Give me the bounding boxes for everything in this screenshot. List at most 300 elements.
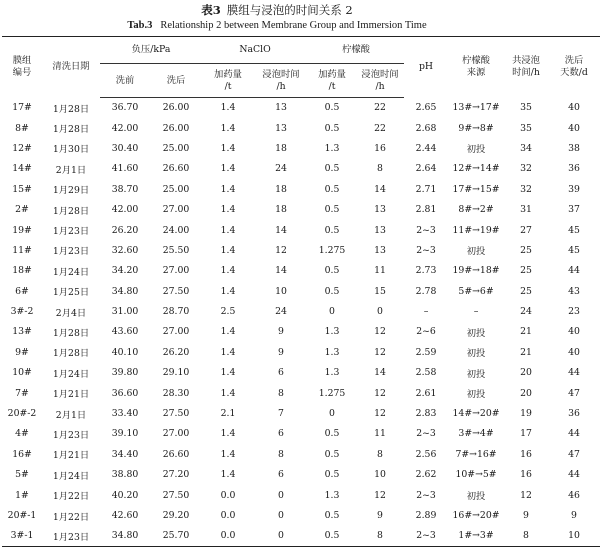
table-cell: 19#→18# bbox=[452, 265, 500, 277]
table-cell: 8 bbox=[278, 448, 284, 460]
table-cell: 9#→8# bbox=[458, 122, 494, 134]
table-cell: 25.00 bbox=[162, 142, 190, 154]
table-cell: 20 bbox=[520, 387, 532, 399]
table-cell: 34.80 bbox=[111, 285, 139, 297]
table-cell: 2.71 bbox=[415, 183, 437, 195]
table-row bbox=[2, 159, 600, 179]
table-cell: 0.5 bbox=[324, 163, 340, 175]
table-cell: 0.5 bbox=[324, 122, 340, 134]
table-cell: 6 bbox=[278, 428, 284, 440]
table-cell: 初投 bbox=[466, 327, 486, 339]
table-cell: 40.10 bbox=[111, 346, 139, 358]
table-cell: 22 bbox=[374, 122, 386, 134]
table-cell: 2.59 bbox=[415, 346, 437, 358]
table-cell: 14 bbox=[275, 265, 287, 277]
table-cell: 2.1 bbox=[220, 408, 236, 420]
table-cell: 12 bbox=[374, 408, 386, 420]
table-cell: 2~3 bbox=[416, 489, 436, 501]
table-cell: 34 bbox=[520, 142, 532, 154]
table-cell: 0 bbox=[377, 306, 383, 318]
table-cell: 0.5 bbox=[324, 265, 340, 277]
table-cell: 1.3 bbox=[324, 326, 340, 338]
table-cell: 3#→4# bbox=[458, 428, 494, 440]
table-row bbox=[2, 281, 600, 301]
table-cell: 42.00 bbox=[111, 122, 139, 134]
table-cell: 1.4 bbox=[220, 224, 236, 236]
table-cell: 40 bbox=[568, 346, 580, 358]
table-cell: 8#→2# bbox=[458, 204, 494, 216]
table-cell: 0.0 bbox=[202, 526, 254, 546]
table-cell: 9# bbox=[15, 346, 29, 358]
table-cell: 1.4 bbox=[220, 142, 236, 154]
table-cell: 21 bbox=[520, 326, 532, 338]
table-cell: 12#→14# bbox=[452, 163, 500, 175]
table-cell: 27.50 bbox=[162, 285, 190, 297]
table-row bbox=[2, 199, 600, 219]
table-cell: 初投 bbox=[466, 389, 486, 401]
table-cell: 初投 bbox=[466, 246, 486, 258]
table-cell: 8 bbox=[356, 526, 404, 546]
table-cell: 1月28日 bbox=[52, 205, 90, 217]
table-title-cn-text: 膜组与浸泡的时间关系 2 bbox=[226, 3, 353, 17]
table-cell: 0.5 bbox=[324, 183, 340, 195]
header-days-after: 洗后 天数/d bbox=[560, 55, 588, 79]
table-cell: 26.20 bbox=[162, 346, 190, 358]
header-citric-time: 浸泡时间 /h bbox=[356, 64, 404, 98]
table-cell: 38 bbox=[568, 142, 580, 154]
table-cell: 10 bbox=[548, 526, 600, 546]
table-cell: 18# bbox=[12, 265, 32, 277]
table-row bbox=[2, 301, 600, 321]
table-cell: 13 bbox=[374, 224, 386, 236]
header-row-1 bbox=[2, 37, 600, 64]
table-cell: 1月23日 bbox=[42, 526, 100, 546]
header-naclo-dose: 加药量 /t bbox=[202, 64, 254, 98]
table-cell: 24 bbox=[275, 306, 287, 318]
table-cell: 32 bbox=[520, 163, 532, 175]
table-cell: 27.00 bbox=[162, 204, 190, 216]
table-cell: 2# bbox=[15, 204, 29, 216]
table-cell: 9 bbox=[278, 346, 284, 358]
table-cell: 19# bbox=[12, 224, 32, 236]
table-cell: 12 bbox=[374, 326, 386, 338]
table-cell: 16 bbox=[374, 142, 386, 154]
table-cell: 43 bbox=[568, 285, 580, 297]
table-cell: 2.81 bbox=[415, 204, 437, 216]
table-cell: 40 bbox=[568, 122, 580, 134]
table-body bbox=[2, 98, 600, 547]
table-cell: 45 bbox=[568, 244, 580, 256]
table-cell: 34.80 bbox=[100, 526, 150, 546]
table-cell: 25 bbox=[520, 244, 532, 256]
table-cell: 15 bbox=[374, 285, 386, 297]
table-cell: 2月1日 bbox=[55, 409, 87, 421]
table-row bbox=[2, 403, 600, 423]
table-cell: 2.62 bbox=[415, 469, 437, 481]
table-cell: 15# bbox=[12, 183, 32, 195]
table-cell: 1月24日 bbox=[52, 368, 90, 380]
table-cell: 11 bbox=[374, 265, 386, 277]
header-total-soak: 共浸泡 时间/h bbox=[512, 55, 540, 79]
table-cell: 18 bbox=[275, 183, 287, 195]
table-cell: 1月28日 bbox=[52, 124, 90, 136]
table-cell: 1.4 bbox=[220, 183, 236, 195]
table-cell: 13 bbox=[275, 102, 287, 114]
table-cell: 2.64 bbox=[415, 163, 437, 175]
table-cell: 9 bbox=[571, 510, 577, 521]
table-cell: – bbox=[423, 306, 429, 318]
table-cell: 44 bbox=[568, 265, 580, 277]
header-pressure-after: 洗后 bbox=[150, 64, 202, 98]
table-cell: 28.70 bbox=[162, 306, 190, 318]
table-cell: 0.5 bbox=[324, 428, 340, 440]
table-cell: 47 bbox=[568, 387, 580, 399]
table-cell: 35 bbox=[520, 102, 532, 114]
table-cell: 31 bbox=[520, 204, 532, 216]
table-cell: 14#→20# bbox=[452, 408, 500, 420]
table-cell: 0.0 bbox=[220, 489, 236, 501]
table-row bbox=[2, 240, 600, 260]
table-row bbox=[2, 424, 600, 444]
table-cell: 26.00 bbox=[162, 122, 190, 134]
table-cell: 39.10 bbox=[111, 428, 139, 440]
table-cell: 1月29日 bbox=[52, 185, 90, 197]
table-cell: 31.00 bbox=[111, 306, 139, 318]
table-cell: 47 bbox=[568, 448, 580, 460]
table-cell: 1月24日 bbox=[52, 470, 90, 482]
table-cell: 25 bbox=[520, 285, 532, 297]
table-cell: 41.60 bbox=[111, 163, 139, 175]
table-cell: 2.68 bbox=[415, 122, 437, 134]
table-cell: 1月28日 bbox=[52, 327, 90, 339]
table-cell: 36 bbox=[568, 163, 580, 175]
table-cell: 27.50 bbox=[162, 408, 190, 420]
table-row bbox=[2, 363, 600, 383]
table-cell: 24 bbox=[520, 306, 532, 318]
table-cell: 10#→5# bbox=[455, 469, 497, 481]
table-cell: 1.4 bbox=[220, 285, 236, 297]
table-cell: 1.3 bbox=[324, 142, 340, 154]
table-cell: 1.4 bbox=[220, 163, 236, 175]
table-cell: 37 bbox=[568, 204, 580, 216]
table-cell: 29.10 bbox=[162, 367, 190, 379]
table-row bbox=[2, 383, 600, 403]
header-ph: pH bbox=[418, 61, 434, 73]
table-cell: 5# bbox=[15, 469, 29, 481]
table-cell: 1.4 bbox=[220, 428, 236, 440]
table-cell: 0 bbox=[254, 526, 308, 546]
table-cell: 24.00 bbox=[162, 224, 190, 236]
table-cell: 初投 bbox=[466, 368, 486, 380]
table-cell: 0 bbox=[278, 510, 284, 521]
header-naclo-group: NaClO bbox=[202, 37, 308, 64]
table-cell: 9 bbox=[278, 326, 284, 338]
table-cell: 1.4 bbox=[220, 448, 236, 460]
table-cell: 1月25日 bbox=[52, 287, 90, 299]
table-cell: 12# bbox=[12, 142, 32, 154]
table-cell: 12 bbox=[374, 346, 386, 358]
table-cell: 25.50 bbox=[162, 244, 190, 256]
table-cell: 32 bbox=[520, 183, 532, 195]
table-cell: 42.00 bbox=[111, 204, 139, 216]
table-cell: 30.40 bbox=[111, 142, 139, 154]
table-cell: 0.5 bbox=[324, 510, 340, 521]
table-cell: 7# bbox=[15, 387, 29, 399]
table-cell: 1.3 bbox=[324, 367, 340, 379]
table-row bbox=[2, 505, 600, 525]
table-cell: 34.40 bbox=[111, 448, 139, 460]
table-cell: 6 bbox=[278, 469, 284, 481]
table-cell: 2~3 bbox=[416, 428, 436, 440]
table-cell: 36.70 bbox=[111, 102, 139, 114]
table-cell: 27.20 bbox=[162, 469, 190, 481]
table-cell: 44 bbox=[568, 428, 580, 440]
table-cell: 39 bbox=[568, 183, 580, 195]
table-cell: 0.0 bbox=[220, 510, 236, 521]
table-cell: 1.3 bbox=[324, 489, 340, 501]
table-cell: 1月21日 bbox=[52, 389, 90, 401]
table-cell: 38.80 bbox=[111, 469, 139, 481]
table-cell: 20#-1 bbox=[7, 510, 37, 521]
table-cell: 2.89 bbox=[415, 510, 437, 521]
table-cell: 12 bbox=[275, 244, 287, 256]
table-cell: 20#-2 bbox=[7, 408, 37, 420]
table-cell: 40 bbox=[568, 326, 580, 338]
table-cell: 21 bbox=[520, 346, 532, 358]
table-cell: 12 bbox=[374, 489, 386, 501]
table-cell: 5#→6# bbox=[458, 285, 494, 297]
table-cell: 12 bbox=[520, 489, 532, 501]
table-cell: 16 bbox=[520, 469, 532, 481]
table-cell: 初投 bbox=[466, 348, 486, 360]
table-cell: 12 bbox=[374, 387, 386, 399]
table-row bbox=[2, 118, 600, 138]
table-cell: 27 bbox=[520, 224, 532, 236]
table-cell: 0 bbox=[329, 408, 335, 420]
table-cell: 9 bbox=[523, 510, 529, 521]
table-row bbox=[2, 138, 600, 158]
table-cell: 36 bbox=[568, 408, 580, 420]
table-cell: 25 bbox=[520, 265, 532, 277]
data-table bbox=[2, 36, 600, 547]
table-cell: 45 bbox=[568, 224, 580, 236]
table-cell: 1.4 bbox=[220, 102, 236, 114]
table-label-en: Tab.3 bbox=[127, 20, 153, 31]
table-cell: 25.00 bbox=[162, 183, 190, 195]
table-cell: 13 bbox=[374, 244, 386, 256]
header-naclo-time: 浸泡时间 /h bbox=[254, 64, 308, 98]
table-row bbox=[2, 220, 600, 240]
table-cell: 2.44 bbox=[415, 142, 437, 154]
table-cell: 43.60 bbox=[111, 326, 139, 338]
table-cell: 2.58 bbox=[415, 367, 437, 379]
table-cell: 17 bbox=[520, 428, 532, 440]
table-cell: 17#→15# bbox=[452, 183, 500, 195]
table-cell: 14 bbox=[374, 367, 386, 379]
table-cell: 38.70 bbox=[111, 183, 139, 195]
table-cell: 1.4 bbox=[220, 204, 236, 216]
table-cell: 26.20 bbox=[111, 224, 139, 236]
table-cell: 1.4 bbox=[220, 326, 236, 338]
table-cell: 11#→19# bbox=[452, 224, 500, 236]
table-cell: 初投 bbox=[466, 144, 486, 156]
table-cell: 1.4 bbox=[220, 367, 236, 379]
table-cell: 32.60 bbox=[111, 244, 139, 256]
header-citric-dose: 加药量 /t bbox=[308, 64, 356, 98]
table-cell: 2.83 bbox=[415, 408, 437, 420]
table-cell: 17# bbox=[12, 102, 32, 114]
table-cell: 10 bbox=[275, 285, 287, 297]
table-cell: 8 bbox=[504, 526, 548, 546]
table-cell: 0.5 bbox=[308, 526, 356, 546]
table-cell: 1月23日 bbox=[52, 429, 90, 441]
table-cell: 0 bbox=[329, 306, 335, 318]
table-cell: 36.60 bbox=[111, 387, 139, 399]
table-cell: 1.3 bbox=[324, 346, 340, 358]
table-cell: 1月23日 bbox=[52, 246, 90, 258]
table-cell: 2.56 bbox=[415, 448, 437, 460]
table-cell: 20 bbox=[520, 367, 532, 379]
header-citric-group: 柠檬酸 bbox=[308, 37, 404, 64]
table-cell: 1.4 bbox=[220, 265, 236, 277]
table-cell: 35 bbox=[520, 122, 532, 134]
table-cell: 8 bbox=[377, 448, 383, 460]
table-cell: 6# bbox=[15, 285, 29, 297]
table-cell: 27.00 bbox=[162, 428, 190, 440]
table-cell: 46 bbox=[568, 489, 580, 501]
table-cell: 2.78 bbox=[415, 285, 437, 297]
table-cell: 1月22日 bbox=[52, 511, 90, 523]
table-row bbox=[2, 342, 600, 362]
table-cell: 16 bbox=[520, 448, 532, 460]
table-cell: 19 bbox=[520, 408, 532, 420]
table-cell: 3#-2 bbox=[10, 306, 34, 318]
table-cell: 2.65 bbox=[415, 102, 437, 114]
table-cell: 27.00 bbox=[162, 326, 190, 338]
table-cell: 1.275 bbox=[318, 387, 346, 399]
table-cell: 0.5 bbox=[324, 448, 340, 460]
header-group-no: 膜组 编号 bbox=[12, 55, 32, 79]
table-cell: 0.5 bbox=[324, 285, 340, 297]
table-row bbox=[2, 526, 600, 546]
table-cell: 1月23日 bbox=[52, 226, 90, 238]
table-title-cn bbox=[0, 3, 554, 17]
table-cell: 26.60 bbox=[162, 448, 190, 460]
table-cell: 0.5 bbox=[324, 224, 340, 236]
header-clean-date: 清洗日期 bbox=[52, 61, 90, 73]
table-cell: 40.20 bbox=[111, 489, 139, 501]
table-cell: 22 bbox=[374, 102, 386, 114]
table-cell: 6 bbox=[278, 367, 284, 379]
table-cell: 0.5 bbox=[324, 204, 340, 216]
table-cell: 1月22日 bbox=[52, 491, 90, 503]
table-cell: 1.4 bbox=[220, 469, 236, 481]
table-cell: 8 bbox=[278, 387, 284, 399]
table-cell: 1.4 bbox=[220, 387, 236, 399]
table-cell: 1月30日 bbox=[52, 144, 90, 156]
table-cell: 9 bbox=[377, 510, 383, 521]
table-cell: 0 bbox=[278, 489, 284, 501]
table-title-en bbox=[0, 19, 554, 32]
table-cell: 1# bbox=[15, 489, 29, 501]
table-cell: 1.4 bbox=[220, 122, 236, 134]
table-row bbox=[2, 322, 600, 342]
table-cell: 3#-1 bbox=[2, 526, 42, 546]
table-cell: 1#→3# bbox=[448, 526, 504, 546]
table-cell: 18 bbox=[275, 142, 287, 154]
table-cell: 7 bbox=[278, 408, 284, 420]
table-cell: 28.30 bbox=[162, 387, 190, 399]
table-cell: 34.20 bbox=[111, 265, 139, 277]
table-cell: 0.5 bbox=[324, 469, 340, 481]
table-cell: 44 bbox=[568, 469, 580, 481]
table-cell: 14# bbox=[12, 163, 32, 175]
table-cell: 44 bbox=[568, 367, 580, 379]
table-cell: 1.275 bbox=[318, 244, 346, 256]
table-cell: 16# bbox=[12, 448, 32, 460]
table-cell: 0.5 bbox=[324, 102, 340, 114]
table-cell: 1月21日 bbox=[52, 450, 90, 462]
table-cell: 29.20 bbox=[162, 510, 190, 521]
table-cell: 26.00 bbox=[162, 102, 190, 114]
table-cell: 2~3 bbox=[416, 224, 436, 236]
table-cell: 2~3 bbox=[404, 526, 448, 546]
header-pressure-before: 洗前 bbox=[100, 64, 150, 98]
table-cell: 8 bbox=[377, 163, 383, 175]
table-cell: 18 bbox=[275, 204, 287, 216]
header-pressure-group: 负压/kPa bbox=[100, 37, 202, 64]
table-cell: 13# bbox=[12, 326, 32, 338]
table-cell: 26.60 bbox=[162, 163, 190, 175]
table-cell: 2~6 bbox=[416, 326, 436, 338]
table-cell: 11# bbox=[12, 244, 32, 256]
table-row bbox=[2, 179, 600, 199]
table-cell: 2~3 bbox=[416, 244, 436, 256]
table-cell: – bbox=[473, 306, 479, 318]
table-row bbox=[2, 485, 600, 505]
table-cell: 11 bbox=[374, 428, 386, 440]
table-cell: 16#→20# bbox=[452, 510, 500, 521]
table-cell: 2月4日 bbox=[55, 307, 87, 319]
header-citric-source: 柠檬酸 来源 bbox=[462, 55, 490, 79]
table-cell: 8# bbox=[15, 122, 29, 134]
table-cell: 23 bbox=[568, 306, 580, 318]
table-cell: 13 bbox=[275, 122, 287, 134]
table-label-cn: 表3 bbox=[201, 3, 221, 17]
table-cell: 2.73 bbox=[415, 265, 437, 277]
table-cell: 1月28日 bbox=[52, 103, 90, 115]
table-cell: 13 bbox=[374, 204, 386, 216]
table-cell: 39.80 bbox=[111, 367, 139, 379]
table-cell: 1.4 bbox=[220, 244, 236, 256]
table-cell: 42.60 bbox=[111, 510, 139, 521]
table-cell: 40 bbox=[568, 102, 580, 114]
table-cell: 14 bbox=[374, 183, 386, 195]
table-cell: 7#→16# bbox=[455, 448, 497, 460]
table-row bbox=[2, 261, 600, 281]
table-cell: 4# bbox=[15, 428, 29, 440]
table-cell: 1.4 bbox=[220, 346, 236, 358]
table-cell: 27.50 bbox=[162, 489, 190, 501]
table-cell: 1月24日 bbox=[52, 266, 90, 278]
table-cell: 13#→17# bbox=[452, 102, 500, 114]
table-cell: 25.70 bbox=[150, 526, 202, 546]
table-cell: 10 bbox=[374, 469, 386, 481]
table-cell: 2.61 bbox=[415, 387, 437, 399]
table-cell: 14 bbox=[275, 224, 287, 236]
table-row bbox=[2, 465, 600, 485]
table-cell: 2.5 bbox=[220, 306, 236, 318]
